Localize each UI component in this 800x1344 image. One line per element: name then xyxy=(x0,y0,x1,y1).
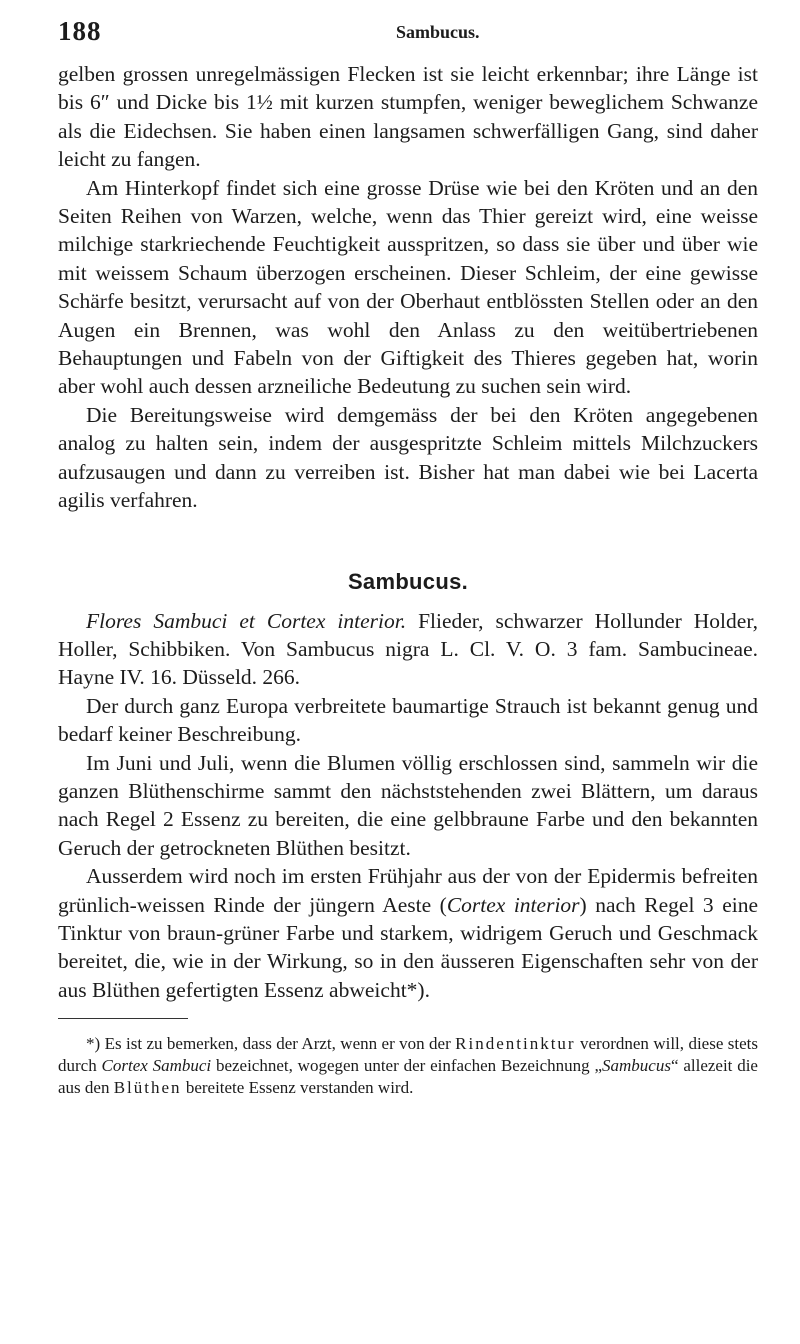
page-body xyxy=(58,60,758,1099)
page-number: 188 xyxy=(58,16,102,46)
drug-name-italic: Flores Sambuci et Cortex interior. xyxy=(86,608,407,633)
bark-italic: Cortex interior xyxy=(446,892,580,917)
paragraph-bereitungsweise: Die Bereitungsweise wird demgemäss der bei den Kröten angegebenen analog zu halten sein, indem der ausgespritzte Schleim mittels Milchzuckers aufzusaugen und dann zu verreiben ist. Bisher hat man dabei wie bei Lacerta agilis verfahren. xyxy=(58,402,758,513)
running-header xyxy=(58,16,760,48)
synonyms-text: Flieder, schwarzer Hollunder Holder, Holler, Schibbiken. Von Sambucus nigra L. Cl. V. O. 3 fam. Sambucineae. Hayne IV. 16. Düsseld. 266. xyxy=(58,608,758,690)
footnote-italic-cortex: Cortex Sambuci xyxy=(101,1056,212,1076)
paragraph-hinterkopf: Am Hinterkopf findet sich eine grosse Drüse wie bei den Kröten und an den Seiten Reihen von Warzen, welche, wenn das Thier gereizt wird, eine weisse milchige starkriechende Feuchtigkeit ausspritzen, so dass sie über und über wie mit weissem Schaum überzogen erscheinen. Dieser Schleim, der eine gewisse Schärfe besitzt, verursacht auf von der Oberhaut entblössten Stellen oder an den Augen ein Brennen, was wohl den Anlass zu den weitübertriebenen Behauptungen und Fabeln von der Giftigkeit des Thieres gegeben hat, worin aber wohl auch dessen arzneiliche Bedeutung zu suchen sein wird. xyxy=(58,175,758,399)
footnote-text-d: “ allezeit die aus den xyxy=(58,1056,758,1098)
footnote-spaced-rindentinktur: Rindentinktur xyxy=(455,1034,576,1054)
footnote-text-a: *) Es ist zu bemerken, dass der Arzt, wenn er von der xyxy=(86,1034,456,1054)
footnote xyxy=(58,1033,758,1099)
paragraph-description: Der durch ganz Europa verbreitete baumartige Strauch ist bekannt genug und bedarf keiner Beschreibung. xyxy=(58,693,758,747)
paragraph-bark xyxy=(58,862,758,1004)
footnote-text-b: verordnen will, diese stets durch xyxy=(58,1034,758,1076)
footnote-text-c: bezeichnet, wogegen unter der einfachen Bezeichnung „ xyxy=(211,1056,603,1076)
paragraph-synonyms xyxy=(58,607,758,692)
footnote-italic-sambucus: Sambucus xyxy=(602,1056,671,1076)
footnote-divider xyxy=(58,1018,188,1019)
footnote-text-e: bereitete Essenz verstanden wird. xyxy=(181,1078,414,1098)
running-title: Sambucus. xyxy=(396,22,480,42)
section-heading: Sambucus. xyxy=(347,568,469,594)
bark-text-b: ) nach Regel 3 eine Tinktur von braun-grüner Farbe und starkem, widrigem Geruch und Geschmack bereitet, die, wie in der Wirkung, so in den äusseren Eigenschaften sehr von der aus Blüthen gefertigten Essenz abweicht*). xyxy=(58,892,758,1002)
bark-text-a: Ausserdem wird noch im ersten Frühjahr aus der von der Epidermis befreiten grünlich-weissen Rinde der jüngern Aeste ( xyxy=(58,864,758,917)
paragraph-continued: gelben grossen unregelmässigen Flecken ist sie leicht erkennbar; ihre Länge ist bis 6″ und Dicke bis 1½ mit kurzen stumpfen, weniger beweglichem Schwanze als die Eidechsen. Sie haben einen langsamen schwerfälligen Gang, sind daher leicht zu fangen. xyxy=(58,62,758,172)
paragraph-flowers: Im Juni und Juli, wenn die Blumen völlig erschlossen sind, sammeln wir die ganzen Blüthenschirme sammt den nächststehenden zwei Blättern, um daraus nach Regel 2 Essenz zu bereiten, die eine gelbbraune Farbe und den bekannten Geruch der getrockneten Blüthen besitzt. xyxy=(58,750,758,860)
footnote-spaced-bluethen: Blüthen xyxy=(113,1078,182,1098)
